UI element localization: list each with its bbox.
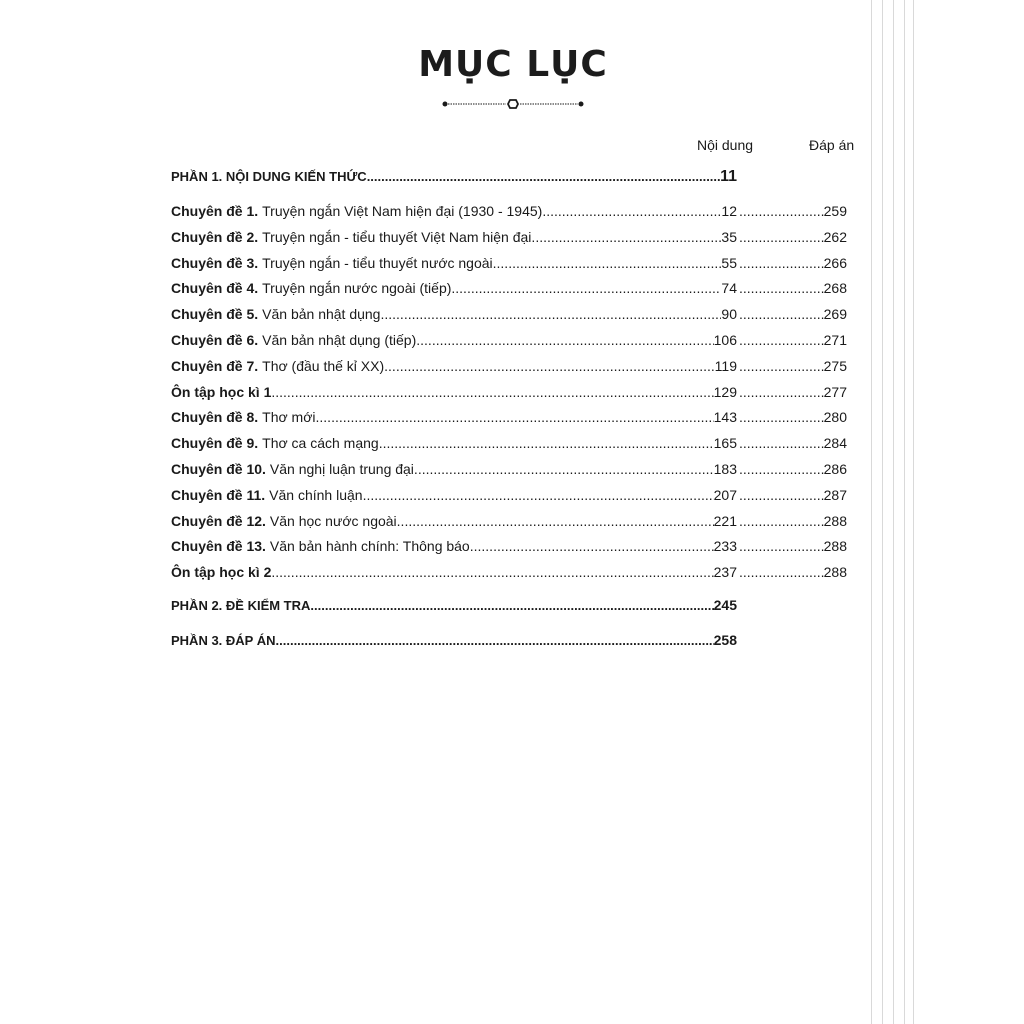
toc-leader-dots [739,227,824,247]
toc-leader-dots [739,356,824,376]
toc-entry[interactable] [171,356,737,376]
toc-leader-dots [739,433,824,453]
toc-answer-number: 288 [823,538,847,554]
toc-entry-label: Chuyên đề 12. [171,513,266,529]
toc-leader-dots [739,536,824,556]
toc-leader-dots [271,562,713,582]
toc-entry[interactable] [171,459,737,479]
toc-leader-dots [739,253,824,273]
toc-entry-title: Thơ ca cách mạng. [262,435,383,451]
toc-part-1[interactable] [171,167,737,187]
toc-entry-label: Chuyên đề 3. [171,255,259,271]
toc-answer-number: 284 [823,435,847,451]
toc-page-number: 74 [721,280,737,296]
toc-entry-label: Chuyên đề 11. [171,487,266,503]
toc-part-2[interactable] [171,595,737,615]
toc-leader-dots [363,485,714,505]
toc-page-number: 165 [713,435,737,451]
title-ornament [440,96,586,112]
toc-entry-label: Ôn tập học kì 2 [171,564,272,580]
toc-entry[interactable] [171,304,737,324]
toc-entry-title: Văn học nước ngoài [269,513,397,529]
toc-entry-label: Chuyên đề 13. [171,538,266,554]
toc-answer-page[interactable] [739,382,847,402]
toc-entry[interactable] [171,562,737,582]
toc-entry[interactable] [171,201,737,221]
toc-leader-dots [380,304,721,324]
toc-leader-dots [739,562,824,582]
toc-leader-dots [739,330,824,350]
toc-answer-number: 286 [823,461,847,477]
toc-part-label: PHẦN 2. ĐỀ KIỂM TRA [171,598,311,613]
toc-answer-page[interactable] [739,459,847,479]
toc-page-number: 143 [713,409,737,425]
toc-page-number: 12 [721,203,737,219]
toc-leader-dots [319,407,713,427]
toc-entry[interactable] [171,227,737,247]
toc-entry[interactable] [171,407,737,427]
toc-entry[interactable] [171,511,737,531]
page-title: MỤC LỤC [418,44,608,85]
toc-leader-dots [416,330,713,350]
toc-page-number: 183 [713,461,737,477]
toc-entry-label: Chuyên đề 1. [171,203,259,219]
toc-leader-dots [739,407,824,427]
toc-answer-page[interactable] [739,356,847,376]
toc-answer-number: 288 [823,513,847,529]
toc-entry-title: Văn bản nhật dụng (tiếp) [262,332,417,348]
toc-leader-dots [470,536,714,556]
toc-page-number: 258 [713,632,737,648]
toc-leader-dots [739,459,824,479]
toc-leader-dots [739,201,824,221]
toc-entry-label: Chuyên đề 7. [171,358,259,374]
toc-entry-label: Chuyên đề 9. [171,435,259,451]
toc-entry-label: Chuyên đề 6. [171,332,259,348]
page-edge-line [882,0,883,1024]
toc-leader-dots [739,304,824,324]
toc-page-number: 221 [713,513,737,529]
page-edge-line [904,0,905,1024]
toc-leader-dots [739,382,824,402]
toc-entry[interactable] [171,330,737,350]
toc-entry-title: Thơ (đầu thế kỉ XX) [262,358,385,374]
page-edge-line [871,0,872,1024]
toc-answer-number: 268 [823,280,847,296]
toc-entry-label: Chuyên đề 8. [171,409,259,425]
toc-entry[interactable] [171,253,737,273]
toc-answer-page[interactable] [739,485,847,505]
toc-answer-page[interactable] [739,536,847,556]
toc-entry-label: Ôn tập học kì 1 [171,384,272,400]
toc-answer-page[interactable] [739,433,847,453]
toc-answer-number: 280 [823,409,847,425]
toc-entry-label: Chuyên đề 2. [171,229,259,245]
toc-part-label: PHẦN 3. ĐÁP ÁN [171,633,276,648]
toc-answer-number: 271 [823,332,847,348]
toc-answer-page[interactable] [739,201,847,221]
toc-leader-dots [310,596,713,616]
toc-answer-number: 262 [823,229,847,245]
toc-answer-page[interactable] [739,330,847,350]
toc-entry-label: Chuyên đề 10. [171,461,266,477]
toc-answer-page[interactable] [739,278,847,298]
toc-entry-title: Truyện ngắn - tiểu thuyết Việt Nam hiện đại. [262,229,536,245]
toc-leader-dots [497,253,722,273]
toc-answer-number: 259 [823,203,847,219]
toc-leader-dots [739,511,824,531]
toc-leader-dots [276,631,714,651]
toc-entry-title: Truyện ngắn nước ngoài (tiếp). [262,280,456,296]
toc-leader-dots [739,485,824,505]
toc-answer-page[interactable] [739,511,847,531]
toc-leader-dots [542,201,721,221]
column-header-answer: Đáp án [809,137,855,153]
toc-leader-dots [418,459,714,479]
toc-part-3[interactable] [171,630,737,650]
toc-answer-number: 288 [823,564,847,580]
toc-entry-label: Chuyên đề 4. [171,280,259,296]
toc-entry[interactable] [171,485,737,505]
toc-leader-dots [384,356,715,376]
toc-page-number: 237 [713,564,737,580]
toc-answer-number: 277 [823,384,847,400]
toc-leader-dots [535,227,721,247]
toc-leader-dots [397,511,714,531]
toc-entry-title: Truyện ngắn Việt Nam hiện đại (1930 - 1945) [262,203,543,219]
toc-part-label: PHẦN 1. NỘI DUNG KIẾN THỨC [171,169,367,184]
toc-entry[interactable] [171,278,737,298]
toc-page-number: 90 [721,306,737,322]
toc-entry[interactable] [171,433,737,453]
page-edge-line [893,0,894,1024]
column-header-content: Nội dung [697,137,754,153]
toc-entry-title: Truyện ngắn - tiểu thuyết nước ngoài. [262,255,497,271]
toc-answer-number: 269 [823,306,847,322]
toc-entry-title: Văn bản nhật dụng [262,306,381,322]
toc-page-number: 207 [713,487,737,503]
toc-page-number: 55 [721,255,737,271]
toc-entry[interactable] [171,536,737,556]
toc-entry-title: Văn bản hành chính: Thông báo [269,538,470,554]
toc-leader-dots [383,433,714,453]
toc-leader-dots [739,278,824,298]
toc-entry[interactable] [171,382,737,402]
toc-answer-page[interactable] [739,407,847,427]
toc-answer-number: 287 [823,487,847,503]
toc-answer-page[interactable] [739,227,847,247]
toc-leader-dots [455,278,721,298]
toc-leader-dots [271,382,713,402]
toc-page-number: 129 [713,384,737,400]
toc-page-number: 11 [720,168,737,185]
toc-page-number: 233 [713,538,737,554]
toc-page-number: 106 [713,332,737,348]
page-edge-line [913,0,914,1024]
toc-answer-number: 275 [823,358,847,374]
toc-leader-dots [367,167,720,187]
toc-answer-number: 266 [823,255,847,271]
toc-entry-title: Thơ mới. [262,409,320,425]
toc-answer-page[interactable] [739,253,847,273]
toc-page-number: 35 [721,229,737,245]
toc-page-number: 119 [714,358,737,374]
toc-page-number: 245 [713,597,737,613]
toc-answer-page[interactable] [739,562,847,582]
toc-entry-label: Chuyên đề 5. [171,306,259,322]
toc-entry-title: Văn chính luận [269,487,363,503]
toc-entry-title: Văn nghị luận trung đại. [269,461,418,477]
toc-answer-page[interactable] [739,304,847,324]
